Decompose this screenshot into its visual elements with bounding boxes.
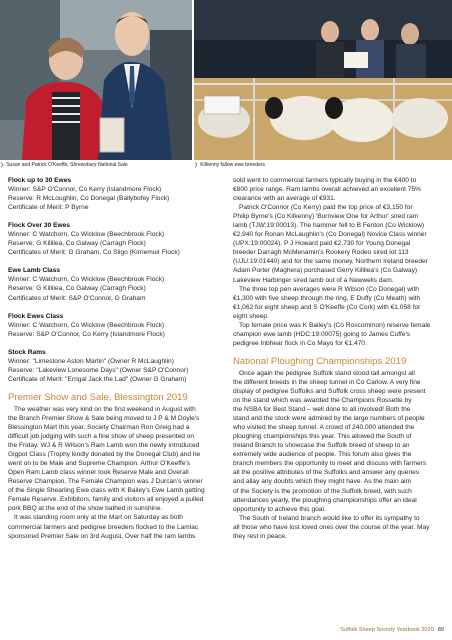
result-line: Winner: C Watchorn, Co Wicklow (Beechbrook Flock) (8, 276, 165, 284)
right-column (233, 176, 441, 541)
article-heading: National Ploughing Championships 2019 (233, 355, 407, 367)
article-body: The weather was very kind on the first weekend in August with the Branch Premier Show & Sale being moved to J P & M Doyle's Blessington Mart this year. Society Chairman Ron Greig had a difficult job judging with such a fine show of sheep presented on the Friday. WJ & R Wilson's Ram Lamb won the newly introduced Gigpot Class (Trophy kindly donated by the Donegal Club) and he went on to be Male and Supreme Champion. Arthur O'Keeffe's Open Ram Lamb class winner took Reserve Male and Overall Reserve Champion. The Female Champion was J Durcan's winner of the Single Shearling Ewe class with K Bailey's Ewe Lamb getting Female Reserve. Exhibitors, family and visitors all enjoyed a pulled pork BBQ at the end of the show bathed in sunshine. It was standing room only at the Mart on Saturday as both commercial farmers and pedigree breeders flocked to the Lamlac sponsored Premier Sale on 3rd August. Over half the ram lambs (8, 405, 205, 540)
result-line: Winner: C Watchorn, Co Wicklow (Beechbrook Flock) (8, 321, 165, 329)
result-line: Certificates of Merit: G Graham, Co Sligo (Kirriemuir Flock) (8, 249, 180, 257)
result-line: Certificate of Merit: "Errigal Jack the Lad" (Owner G Graham) (8, 375, 187, 383)
result-line: Certificates of Merit: S&P O'Connor, G Graham (8, 294, 146, 302)
article-heading: Premier Show and Sale, Blessington 2019 (8, 391, 188, 403)
caption-arrow-icon: ❯ (0, 162, 5, 168)
ploughing-article-body: Once again the pedigree Suffolk stand stood tall amongst all the different breeds in the sheep tunnel in Co Carlow. A very fine display of pedigree Suffolks and Suffolk cross sheep were present on the stand which was awarded the Champions Rossette by the NSBA for Best Stand – well done to all involved! Both the stand and the stock were admired by the large numbers of people who visited the sheep tunnel. A crowd of 240,000 attended the ploughing championships this year. This allowed the South of Ireland Branch to showcase the Suffolk breed of sheep to an extremely wide audience of people. This forum also gives the branch members the opportunity to meet and discuss with farmers all the positive attributes of the Suffolks and answer any queries and allay any doubts which they might have. As the main aim of the Society is the promotion of the Suffolk breed, with such attendances yearly, the ploughing championships offer an ideal opportunity to achieve this goal. The South of Ireland branch would like to offer its sympathy to all those who have lost loved ones over the course of the year. May they rest in peace. (233, 369, 430, 540)
result-line: Winner: "Limestone Aston Martin" (Owner R McLaughlin) (8, 357, 174, 365)
article-body-continued: sold went to commercial farmers typically buying in the €400 to €800 price range. Ram lambs overall achieved an excellent 75% clearance with an average of €931. Patrick O'Connor (Co Kerry) paid the top price of €3,150 for Philip Byrne's (Co Kilkenny) 'Burnview One for Arthur' sired ram lamb (TJW:19:00013). The hammer fell to B Fenton (Co Wicklow) €2,940 for Ronan McLaughlin's (Co Donegal) Novice Class winner (UPX:19:00024). P J Howard paid €2,730 for Young Donegal breeder Darragh McMenamin's Rookery Rodeo sired lot 113 (UJU:19:01440) and for the same money, Northern Ireland breeder Adam Porter (Maghera) purchased Gerry Killilea's (Co Galway) Lakeview Harbinger sired lamb out of a Newwells dam. The three top pen averages were R Wilson (Co Donegal) with €1,300 with five sheep through the ring, E Duffy (Co Meath) with €1,062 for eight sheep and S O'Keeffe (Co Cork) with €1,058 for eight sheep. Top female price was K Bailey's (Co Roscommon) reserve female champion ewe lamb (HDC:19:00075) going to James Cuffe's pedigree Inbhear flock in Co Mayo for €1,470. (233, 177, 431, 347)
photo-okeeffe (0, 0, 192, 160)
publication-title: Suffolk Sheep Society Yearbook 2020 (340, 627, 434, 633)
result-line: Reserve: S&P O'Connor, Co Kerry (Islandmore Flock) (8, 330, 165, 338)
photo-strip (0, 0, 452, 160)
left-column (8, 176, 217, 541)
photo-caption-right: ❯ Kilkenny fallow ewe breeders (194, 160, 452, 171)
section-heading: Flock Over 30 Ewes (8, 222, 70, 230)
section-heading: Flock up to 30 Ewes (8, 177, 72, 184)
section-heading: Flock Ewes Class (8, 312, 64, 320)
photo-caption-left: ❯ Susan and Patrick O'Keeffe, Shrewsbury National Sale (0, 160, 192, 171)
result-line: Certificate of Merit: P Byrne (8, 204, 89, 212)
page-number: 89 (437, 627, 444, 633)
result-line: Reserve: R McLoughlin, Co Donegal (Ballybofey Flock) (8, 195, 170, 203)
section-heading: Stock Rams (8, 348, 46, 356)
photo-kilkenny-breeders (194, 0, 452, 160)
result-line: Winner: C Watchorn, Co Wicklow (Beechbrook Flock) (8, 231, 165, 239)
caption-arrow-icon: ❯ (194, 162, 199, 168)
page-footer (340, 627, 444, 633)
result-line: Reserve: G Killilea, Co Galway (Carragh Flock) (8, 285, 146, 293)
result-line: Reserve: G Killilea, Co Galway (Carragh Flock) (8, 240, 146, 248)
section-heading: Ewe Lamb Class (8, 267, 61, 275)
result-line: Winner: S&P O'Connor, Co Kerry (Islandmore Flock) (8, 186, 162, 194)
result-line: Reserve: "Lakeview Lonesome Days" (Owner S&P O'Connor) (8, 366, 189, 374)
